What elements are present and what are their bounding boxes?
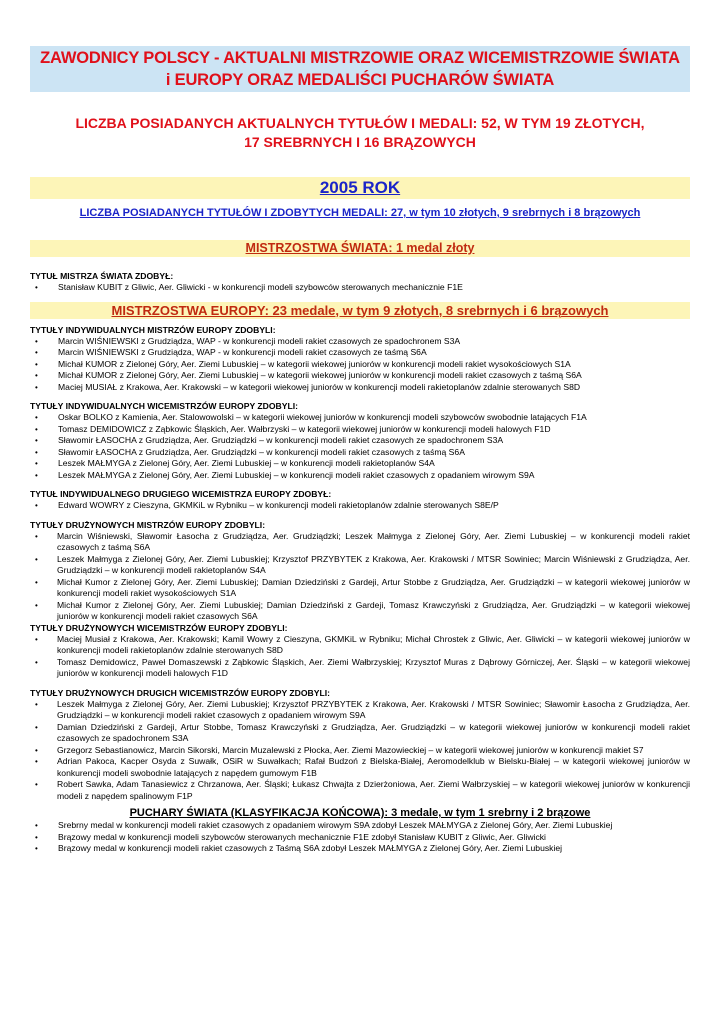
document-title — [30, 46, 690, 92]
title-line: i EUROPY ORAZ MEDALIŚCI PUCHARÓW ŚWIATA — [165, 71, 555, 89]
item-text: Leszek MAŁMYGA z Zielonej Góry, Aer. Ziemi Lubuskiej – w konkurencji modeli rakietoplanów S4A — [58, 458, 435, 468]
item-text: Leszek MAŁMYGA z Zielonej Góry, Aer. Ziemi Lubuskiej – w konkurencji modeli rakiet czasowych z opadaniem wirowym S9A — [58, 469, 535, 480]
item-text: Brązowy medal w konkurencji modeli rakiet czasowych z Taśmą S6A zdobył Leszek MAŁMYGA z Zielonej Góry, Aer. Ziemi Lubuskiej — [58, 843, 563, 853]
list-item — [30, 600, 690, 623]
section-heading: TYTUŁY DRUŻYNOWYCH DRUGICH WICEMISTRZÓW EUROPY ZDOBYLI: — [30, 687, 330, 698]
item-text: Michał Kumor z Zielonej Góry, Aer. Ziemi Lubuskiej; Damian Dziedziński z Gardeji, Tomasz Krawczyński z Grudziądza, Aer. Grudziądzki – w kategorii wiekowej juniorów w konkurencji modeli rakiet czasowych S6A — [57, 599, 690, 621]
bullet-icon: • — [35, 371, 38, 380]
bullet-icon: • — [35, 577, 38, 587]
list-item — [30, 756, 690, 779]
world-list — [30, 282, 690, 294]
section-heading: TYTUŁ MISTRZA ŚWIATA ZDOBYŁ: — [30, 271, 174, 281]
list-item — [30, 424, 690, 436]
bullet-icon: • — [35, 348, 38, 357]
bullet-icon: • — [35, 359, 38, 369]
list-item — [30, 722, 690, 745]
item-text: Maciej MUSIAŁ z Krakowa, Aer. Krakowski – w kategorii wiekowej juniorów w konkurencji modeli rakietoplanów zdalnie sterowanych S8D — [58, 381, 581, 392]
bullet-icon: • — [35, 447, 38, 457]
list-item — [30, 843, 690, 855]
title-line: ZAWODNICY POLSCY - AKTUALNI MISTRZOWIE ORAZ WICEMISTRZOWIE ŚWIATA — [40, 49, 680, 67]
bullet-icon: • — [35, 821, 38, 830]
bullet-icon: • — [35, 745, 38, 755]
bullet-icon: • — [35, 531, 38, 541]
list-item — [30, 458, 690, 470]
item-text: Robert Sawka, Adam Tanasiewicz z Chrzanowa, Aer. Śląski; Łukasz Chwajta z Dzierżoniowa, Aer. Ziemi Wałbrzyskiej – w kategorii wiekowej juniorów w konkurencji modeli z napędem spalinowym F1P — [57, 779, 690, 801]
item-text: Damian Dziedziński z Gardeji, Artur Stobbe, Tomasz Krawczyński z Grudziądza, Aer. Grudziądzki – w kategorii wiekowej juniorów w konkurencji modeli rakiet czasowych ze spadochronem S3A — [57, 721, 690, 743]
world-championship-heading: MISTRZOSTWA ŚWIATA: 1 medal złoty — [30, 240, 690, 257]
bullet-icon: • — [35, 436, 38, 445]
item-text: Leszek Małmyga z Zielonej Góry, Aer. Ziemi Lubuskiej; Krzysztof PRZYBYTEK z Krakowa, Aer. Krakowski / MTSR Sowiniec; Marcin Wiśniewski z Grudziądza, Aer. Grudziądzki – w konkurencji modeli rakietoplanów S4A — [57, 553, 690, 575]
list-item — [30, 347, 690, 359]
section-heading: TYTUŁY DRUŻYNOWYCH WICEMISTRZÓW EUROPY ZDOBYLI: — [30, 622, 288, 633]
item-text: Marcin WIŚNIEWSKI z Grudziądza, WAP - w konkurencji modeli rakiet czasowych ze taśmą S6A — [58, 347, 427, 357]
bullet-icon: • — [35, 470, 38, 480]
list-item — [30, 382, 690, 394]
list-item — [30, 370, 690, 382]
item-text: Sławomir ŁASOCHA z Grudziądza, Aer. Grudziądzki – w konkurencji modeli rakiet czasowych z taśmą S6A — [58, 446, 465, 457]
section-heading: TYTUŁY INDYWIDUALNYCH MISTRZÓW EUROPY ZDOBYLI: — [30, 324, 276, 335]
document-page — [30, 46, 690, 855]
bullet-icon: • — [35, 634, 38, 644]
list-item — [30, 447, 690, 459]
bullet-icon: • — [35, 699, 38, 709]
bullet-icon: • — [35, 780, 38, 789]
list-item — [30, 500, 690, 512]
team-champ-list — [30, 531, 690, 623]
summary-line: LICZBA POSIADANYCH AKTUALNYCH TYTUŁÓW I MEDALI: 52, W TYM 19 ZŁOTYCH, — [75, 115, 645, 131]
year-count: LICZBA POSIADANYCH TYTUŁÓW I ZDOBYTYCH MEDALI: 27, w tym 10 złotych, 9 srebrnych i 8 brązowych — [79, 207, 641, 219]
bullet-icon: • — [35, 600, 38, 610]
bullet-icon: • — [35, 657, 38, 667]
europe-championship-heading: MISTRZOSTWA EUROPY: 23 medale, w tym 9 złotych, 8 srebrnych i 6 brązowych — [30, 302, 690, 319]
section-heading: TYTUŁY DRUŻYNOWYCH MISTRZÓW EUROPY ZDOBYLI: — [30, 519, 266, 530]
list-item — [30, 745, 690, 757]
section-heading: TYTUŁ INDYWIDUALNEGO DRUGIEGO WICEMISTRZA EUROPY ZDOBYŁ: — [30, 489, 332, 499]
world-cup-heading: PUCHARY ŚWIATA (KLASYFIKACJA KOŃCOWA): 3 medale, w tym 1 srebrny i 2 brązowe — [129, 807, 591, 819]
list-item — [30, 699, 690, 722]
list-item — [30, 531, 690, 554]
item-text: Stanisław KUBIT z Gliwic, Aer. Gliwicki - w konkurencji modeli szybowców sterowanych mechanicznie F1E — [58, 282, 463, 292]
list-item — [30, 657, 690, 680]
section-heading: TYTUŁY INDYWIDUALNYCH WICEMISTRZÓW EUROPY ZDOBYLI: — [30, 401, 298, 411]
list-item — [30, 779, 690, 802]
item-text: Maciej Musiał z Krakowa, Aer. Krakowski; Kamil Wowry z Cieszyna, GKMKiL w Rybniku; Michał Chrostek z Gliwic, Aer. Gliwicki – w kategorii wiekowej juniorów w konkurencji modeli rakietoplanów zdalnie sterowanych S8D — [57, 633, 690, 655]
year-heading: 2005 ROK — [30, 177, 690, 199]
list-item — [30, 282, 690, 294]
bullet-icon: • — [35, 757, 38, 766]
list-item — [30, 634, 690, 657]
list-item — [30, 470, 690, 482]
bullet-icon: • — [35, 336, 38, 346]
totals-summary — [30, 114, 690, 152]
item-text: Brązowy medal w konkurencji modeli szybowców sterowanych mechanicznie F1E zdobył Stanisław KUBIT z Gliwic, Aer. Gliwicki — [58, 831, 546, 842]
item-text: Adrian Pakoca, Kacper Osyda z Suwałk, OSiR w Suwałkach; Rafał Budzoń z Bielska-Białej, Aeromodelklub w Bielsku-Białej – w kategorii wiekowej juniorów w konkurencji modeli swobodnie latających z napędem gumowym F1B — [57, 756, 690, 778]
bullet-icon: • — [35, 501, 38, 510]
item-text: Tomasz Demidowicz, Paweł Domaszewski z Ząbkowic Śląskich, Aer. Ziemi Wałbrzyskiej; Krzysztof Muras z Dąbrowy Górniczej, Aer. Śląski – w kategorii wiekowej juniorów w konkurencji modeli halowych F1D — [57, 656, 690, 678]
bullet-icon: • — [35, 459, 38, 468]
team-second-list — [30, 699, 690, 803]
world-cup-list — [30, 820, 690, 855]
ind-second-list — [30, 500, 690, 512]
item-text: Edward WOWRY z Cieszyna, GKMKiL w Rybniku – w konkurencji modeli rakietoplanów zdalnie sterowanych S8E/P — [58, 500, 499, 510]
list-item — [30, 554, 690, 577]
item-text: Sławomir ŁASOCHA z Grudziądza, Aer. Grudziądzki – w konkurencji modeli rakiet czasowych ze spadochronem S3A — [58, 435, 504, 445]
team-vice-list — [30, 634, 690, 680]
item-text: Michał KUMOR z Zielonej Góry, Aer. Ziemi Lubuskiej – w kategorii wiekowej juniorów w konkurencji modeli rakiet czasowych z taśmą S6A — [58, 370, 582, 380]
list-item — [30, 832, 690, 844]
ind-champ-list — [30, 336, 690, 394]
summary-line: 17 SREBRNYCH I 16 BRĄZOWYCH — [244, 134, 476, 150]
item-text: Michał KUMOR z Zielonej Góry, Aer. Ziemi Lubuskiej – w kategorii wiekowej juniorów w konkurencji modeli rakiet wysokościowych S1A — [58, 358, 571, 369]
item-text: Tomasz DEMIDOWICZ z Ząbkowic Śląskich, Aer. Wałbrzyski – w kategorii wiekowej juniorów w konkurencji modeli halowych F1D — [58, 423, 551, 434]
bullet-icon: • — [35, 413, 38, 422]
list-item — [30, 577, 690, 600]
bullet-icon: • — [35, 382, 38, 392]
list-item — [30, 336, 690, 348]
list-item — [30, 412, 690, 424]
item-text: Leszek Małmyga z Zielonej Góry, Aer. Ziemi Lubuskiej; Krzysztof PRZYBYTEK z Krakowa, Aer. Krakowski / MTSR Sowiniec; Sławomir Łasocha z Grudziądza, Aer. Grudziądzki – w konkurencji modeli rakiet czasowych z opadaniem wirowym S9A — [57, 698, 690, 720]
bullet-icon: • — [35, 722, 38, 732]
item-text: Marcin WIŚNIEWSKI z Grudziądza, WAP - w konkurencji modeli rakiet czasowych ze spadochronem S3A — [58, 335, 461, 346]
bullet-icon: • — [35, 844, 38, 853]
item-text: Srebrny medal w konkurencji modeli rakiet czasowych z opadaniem wirowym S9A zdobył Leszek MAŁMYGA z Zielonej Góry, Aer. Ziemi Lubuskiej — [58, 820, 613, 830]
list-item — [30, 435, 690, 447]
ind-vice-list — [30, 412, 690, 481]
bullet-icon: • — [35, 832, 38, 842]
bullet-icon: • — [35, 424, 38, 434]
item-text: Marcin Wiśniewski, Sławomir Łasocha z Grudziądza, Aer. Grudziądzki; Leszek Małmyga z Zielonej Góry, Aer. Ziemi Lubuskiej – w konkurencji modeli rakiet czasowych z taśmą S6A — [57, 530, 690, 552]
item-text: Grzegorz Sebastianowicz, Marcin Sikorski, Marcin Muzalewski z Płocka, Aer. Ziemi Mazowieckiej – w kategorii wiekowej juniorów w konkurencji makiet S7 — [57, 744, 644, 755]
item-text: Michał Kumor z Zielonej Góry, Aer. Ziemi Lubuskiej; Damian Dziedziński z Gardeji, Artur Stobbe z Grudziądza, Aer. Grudziądzki – w kategorii wiekowej juniorów w konkurencji modeli rakiet wysokościowych S1A — [57, 576, 690, 598]
bullet-icon: • — [35, 283, 38, 292]
item-text: Oskar BOLKO z Kamienia, Aer. Stalowowolski – w kategorii wiekowej juniorów w konkurencji modeli szybowców swobodnie latających F1A — [58, 412, 587, 422]
bullet-icon: • — [35, 554, 38, 564]
list-item — [30, 359, 690, 371]
list-item — [30, 820, 690, 832]
